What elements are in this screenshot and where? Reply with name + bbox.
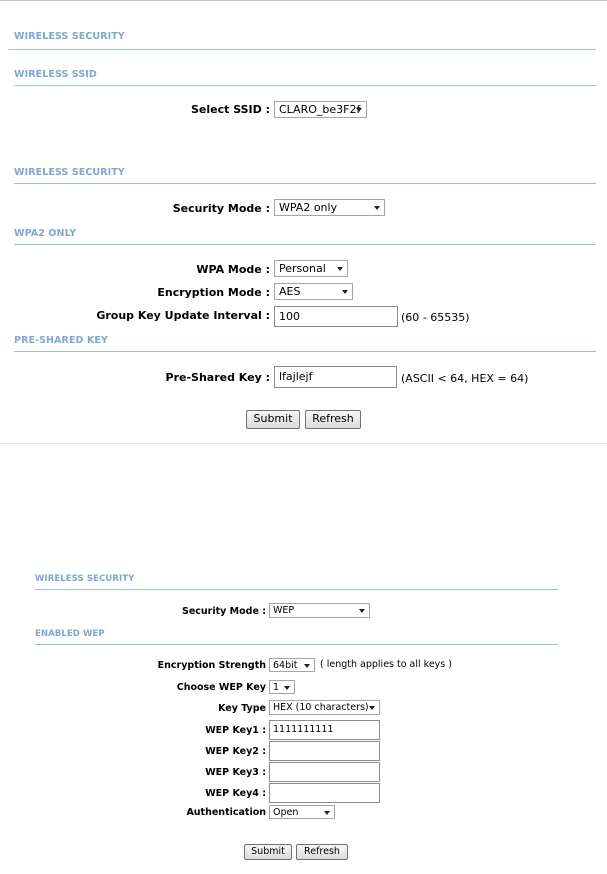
group-key-interval-input[interactable]: 100 bbox=[274, 306, 398, 327]
wep-key2-input[interactable] bbox=[269, 741, 380, 761]
chevron-down-icon bbox=[359, 609, 365, 613]
encryption-strength-hint: ( length applies to all keys ) bbox=[320, 659, 452, 670]
panel-separator bbox=[0, 443, 607, 444]
section-enabled-wep: ENABLED WEP bbox=[35, 629, 105, 639]
title-divider bbox=[8, 49, 596, 50]
section-wpa2-only: WPA2 ONLY bbox=[14, 228, 77, 239]
wep-refresh-button[interactable]: Refresh bbox=[296, 844, 348, 860]
pre-shared-key-label: Pre-Shared Key : bbox=[165, 371, 270, 384]
encryption-mode-label: Encryption Mode : bbox=[157, 286, 270, 299]
select-ssid-value: CLARO_be3F2f bbox=[279, 103, 361, 116]
choose-wep-key-label: Choose WEP Key bbox=[176, 682, 266, 693]
group-key-interval-hint: (60 - 65535) bbox=[401, 311, 470, 324]
chevron-down-icon bbox=[374, 206, 380, 210]
wep-security-mode-dropdown[interactable] bbox=[269, 603, 370, 618]
ssid-divider bbox=[14, 85, 596, 86]
select-ssid-dropdown[interactable] bbox=[274, 101, 367, 118]
key-type-dropdown[interactable] bbox=[269, 700, 380, 715]
wep-key1-input[interactable]: 1111111111 bbox=[269, 720, 380, 740]
security-divider bbox=[14, 183, 596, 184]
section-pre-shared-key: PRE-SHARED KEY bbox=[14, 335, 108, 346]
wep-key2-label: WEP Key2 : bbox=[205, 746, 266, 757]
encryption-mode-value: AES bbox=[279, 285, 301, 298]
top-border bbox=[0, 0, 607, 1]
wpa-mode-label: WPA Mode : bbox=[196, 263, 270, 276]
select-ssid-label: Select SSID : bbox=[190, 103, 270, 116]
security-mode-label: Security Mode : bbox=[172, 202, 270, 215]
wpa-mode-value: Personal bbox=[279, 262, 326, 275]
wpa2-divider bbox=[14, 244, 596, 245]
pre-shared-key-hint: (ASCII < 64, HEX = 64) bbox=[401, 372, 529, 385]
psk-divider bbox=[14, 351, 596, 352]
wpa-mode-dropdown[interactable] bbox=[274, 260, 348, 277]
chevron-down-icon bbox=[342, 290, 348, 294]
wep-security-mode-label: Security Mode : bbox=[182, 606, 266, 617]
chevron-down-icon bbox=[304, 664, 310, 668]
enabled-wep-divider bbox=[35, 644, 558, 645]
refresh-button[interactable]: Refresh bbox=[305, 410, 361, 429]
encryption-strength-value: 64bit bbox=[273, 660, 298, 671]
chevron-down-icon bbox=[337, 267, 343, 271]
wep-submit-button[interactable]: Submit bbox=[244, 844, 292, 860]
wep-key4-label: WEP Key4 : bbox=[205, 788, 266, 799]
wep-key3-input[interactable] bbox=[269, 762, 380, 782]
key-type-label: Key Type bbox=[218, 703, 266, 714]
wep-security-mode-value: WEP bbox=[273, 605, 295, 616]
chevron-down-icon bbox=[369, 706, 375, 710]
wep-security-divider bbox=[35, 589, 558, 590]
section-wireless-security: WIRELESS SECURITY bbox=[14, 167, 125, 178]
authentication-value: Open bbox=[273, 807, 299, 818]
submit-button[interactable]: Submit bbox=[246, 410, 300, 429]
chevron-down-icon bbox=[324, 811, 330, 815]
encryption-mode-dropdown[interactable] bbox=[274, 283, 353, 300]
authentication-label: Authentication bbox=[186, 807, 266, 818]
key-type-value: HEX (10 characters) bbox=[273, 702, 369, 713]
page-title: WIRELESS SECURITY bbox=[14, 31, 125, 42]
encryption-strength-label: Encryption Strength bbox=[157, 660, 266, 671]
security-mode-dropdown[interactable] bbox=[274, 199, 385, 216]
section-wireless-ssid: WIRELESS SSID bbox=[14, 69, 97, 80]
wep-key1-label: WEP Key1 : bbox=[205, 725, 266, 736]
group-key-interval-label: Group Key Update Interval : bbox=[96, 309, 270, 322]
encryption-strength-dropdown[interactable] bbox=[269, 658, 315, 672]
pre-shared-key-input[interactable]: lfajlejf bbox=[274, 366, 397, 388]
chevron-down-icon bbox=[356, 108, 362, 112]
wep-key4-input[interactable] bbox=[269, 783, 380, 803]
authentication-dropdown[interactable] bbox=[269, 805, 335, 819]
security-mode-value: WPA2 only bbox=[279, 201, 338, 214]
chevron-down-icon bbox=[284, 686, 290, 690]
section-wireless-security-wep: WIRELESS SECURITY bbox=[35, 574, 135, 584]
choose-wep-key-value: 1 bbox=[273, 682, 280, 693]
choose-wep-key-dropdown[interactable] bbox=[269, 680, 295, 694]
wep-key3-label: WEP Key3 : bbox=[205, 767, 266, 778]
